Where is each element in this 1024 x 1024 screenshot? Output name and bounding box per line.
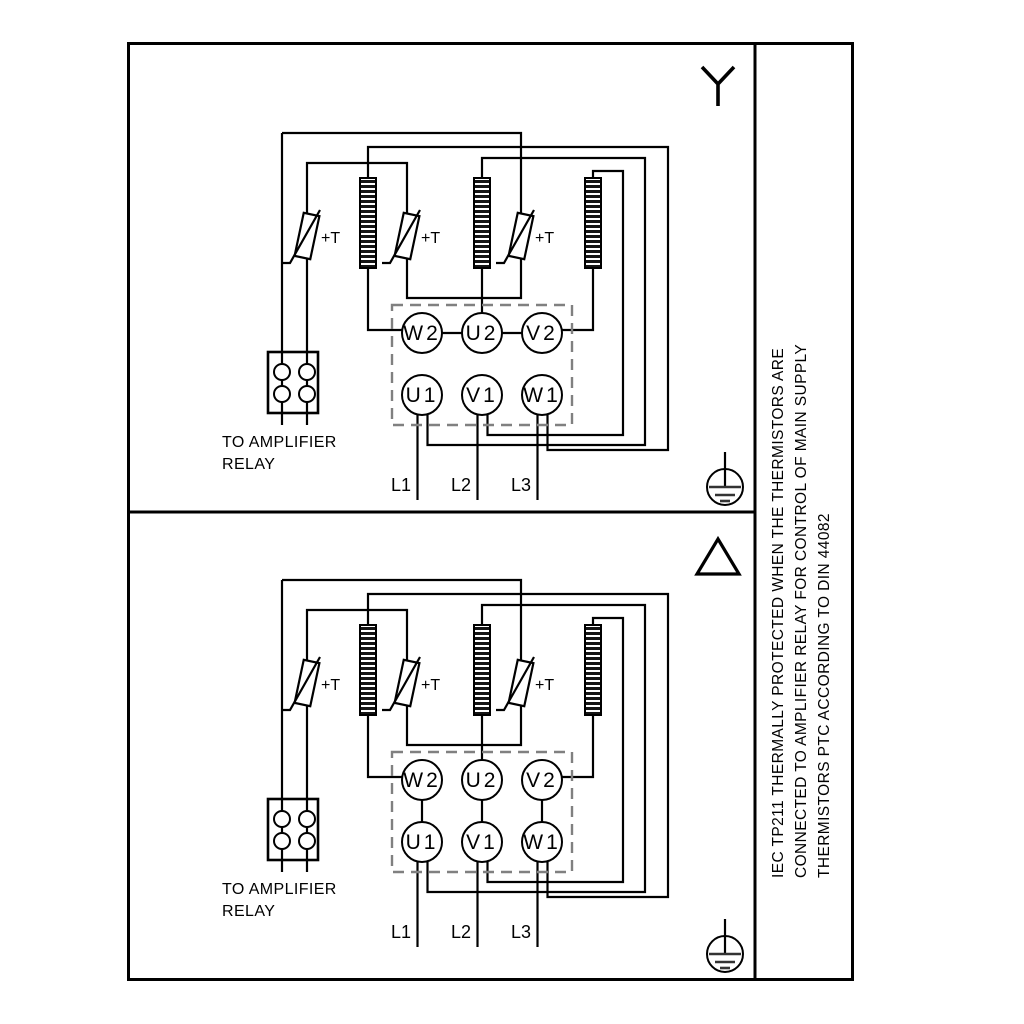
terminal-label-v2: V2 <box>526 769 558 792</box>
supply-label-l1: L1 <box>390 475 411 495</box>
supply-label-l3: L3 <box>510 475 531 495</box>
terminal-label-w1: W1 <box>523 831 561 854</box>
side-note-line3: THERMISTORS PTC ACCORDING TO DIN 44082 <box>816 513 833 878</box>
terminal-label-u1: U1 <box>405 384 439 407</box>
ground-symbol <box>707 919 743 972</box>
side-note-line1: IEC TP211 THERMALLY PROTECTED WHEN THE THERMISTORS ARE <box>770 347 787 878</box>
terminal-label-u1: U1 <box>405 831 439 854</box>
terminal-label-w2: W2 <box>403 769 441 792</box>
terminal-label-v2: V2 <box>526 322 558 345</box>
amplifier-relay-label-line1: TO AMPLIFIER <box>222 881 337 898</box>
terminal-label-u2: U2 <box>465 769 499 792</box>
delta-connection-panel <box>222 539 743 972</box>
thermistor-label: +T <box>535 677 555 694</box>
terminal-label-w2: W2 <box>403 322 441 345</box>
thermistor-label: +T <box>321 230 341 247</box>
thermistor-label: +T <box>535 230 555 247</box>
star-connection-panel <box>222 67 743 505</box>
amplifier-relay-label-line2: RELAY <box>222 903 276 920</box>
terminal-label-w1: W1 <box>523 384 561 407</box>
thermistor-label: +T <box>321 677 341 694</box>
thermistor-label: +T <box>421 677 441 694</box>
amplifier-relay-label-line1: TO AMPLIFIER <box>222 434 337 451</box>
star-symbol <box>702 67 734 106</box>
side-note <box>770 344 833 878</box>
supply-label-l2: L2 <box>450 922 471 942</box>
terminal-label-v1: V1 <box>466 831 498 854</box>
amplifier-relay-label-line2: RELAY <box>222 456 276 473</box>
thermistor-label: +T <box>421 230 441 247</box>
ground-symbol <box>707 452 743 505</box>
delta-jumper-bars <box>422 800 542 822</box>
terminal-label-u2: U2 <box>465 322 499 345</box>
supply-label-l1: L1 <box>390 922 411 942</box>
terminal-label-v1: V1 <box>466 384 498 407</box>
supply-label-l3: L3 <box>510 922 531 942</box>
delta-symbol <box>697 539 739 574</box>
supply-label-l2: L2 <box>450 475 471 495</box>
side-note-line2: CONNECTED TO AMPLIFIER RELAY FOR CONTROL OF MAIN SUPPLY <box>793 343 810 878</box>
